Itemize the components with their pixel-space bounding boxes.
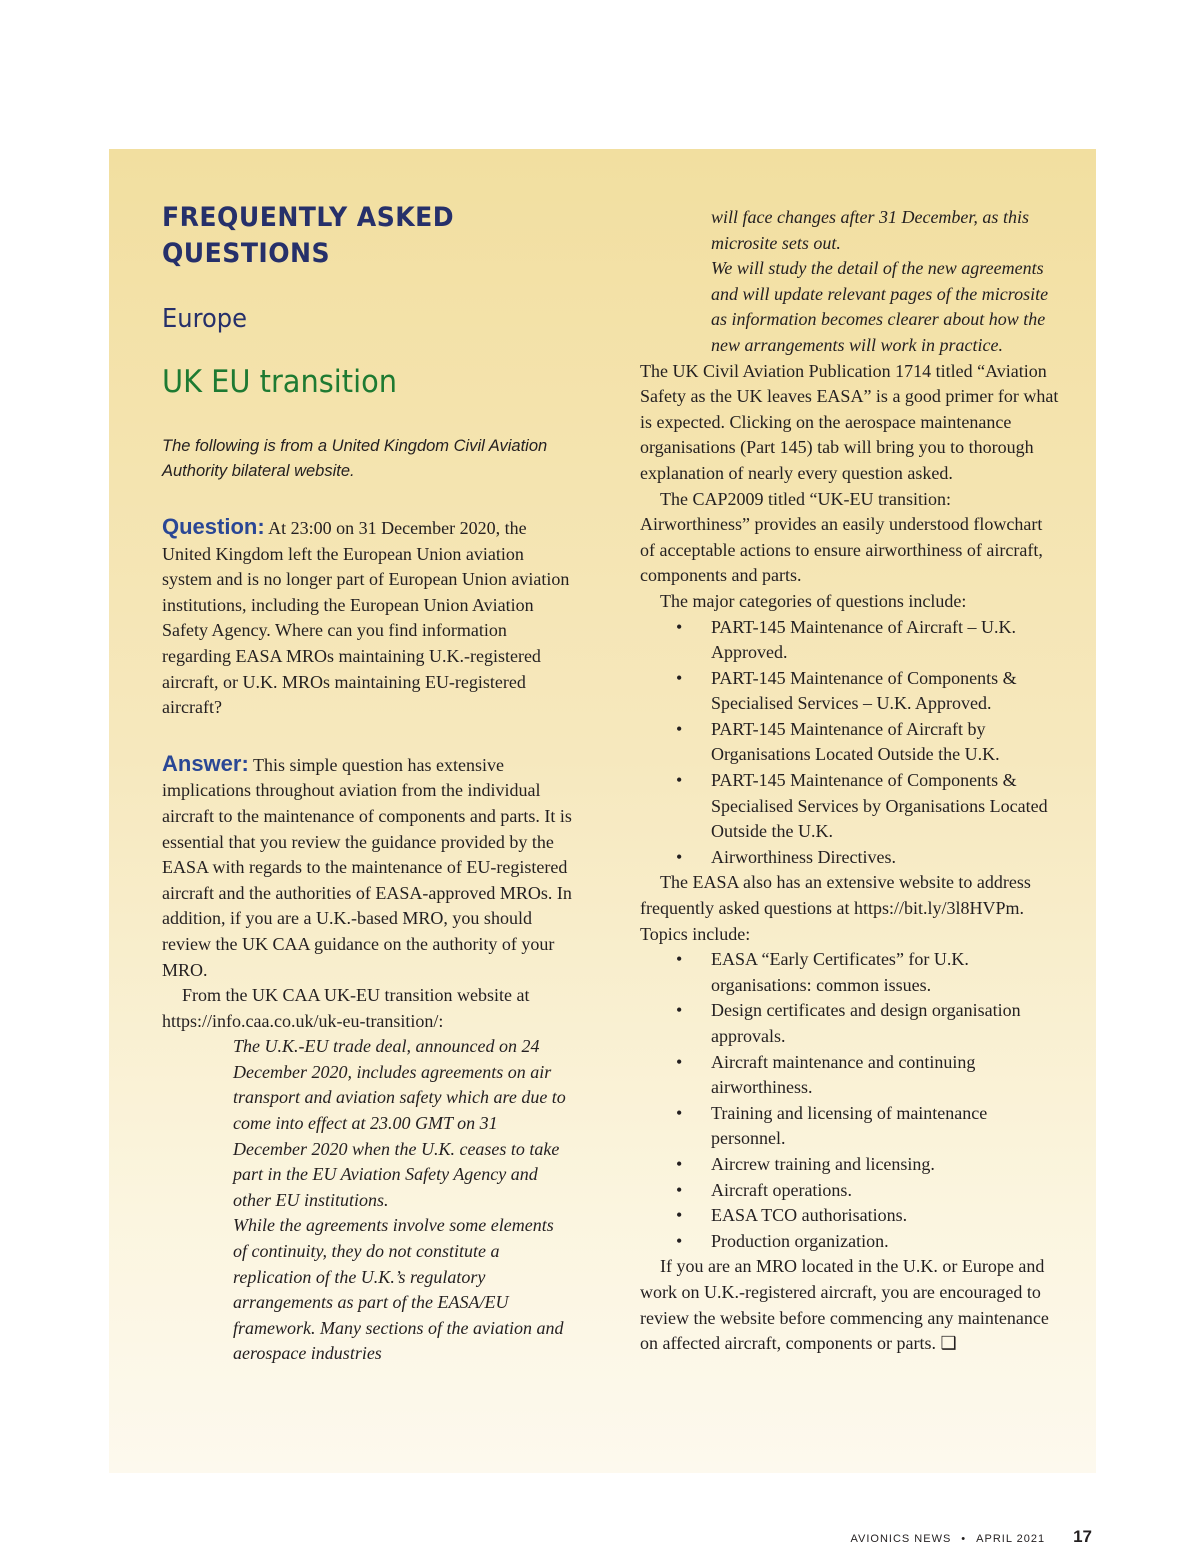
- page-footer: [850, 1527, 1092, 1547]
- list-item: • PART-145 Maintenance of Aircraft – U.K. Approved.: [640, 615, 1060, 666]
- list-item: • Production organization.: [640, 1229, 1060, 1255]
- question-label: Question:: [162, 514, 265, 539]
- question-text: At 23:00 on 31 December 2020, the United Kingdom left the European Union aviation system and is no longer part of European Union aviation institutions, including the European Union Aviation Safety Agency. Where can you find information regarding EASA MROs maintaining U.K.-registered aircraft, or U.K. MROs maintaining EU-registered aircraft?: [162, 518, 570, 718]
- end-mark-icon: ❑: [940, 1333, 957, 1354]
- closing-paragraph: If you are an MRO located in the U.K. or Europe and work on U.K.-registered aircraft, you are encouraged to review the website before commencing any maintenance on affected aircraft, components or parts. ❑: [640, 1256, 1049, 1354]
- page-number: 17: [1073, 1527, 1092, 1546]
- list-item: • EASA “Early Certificates” for U.K. organisations: common issues.: [640, 947, 1060, 998]
- list-item: • Design certificates and design organisation approvals.: [640, 998, 1060, 1049]
- categories-list: [640, 615, 1060, 871]
- cap1714-paragraph: The UK Civil Aviation Publication 1714 titled “Aviation Safety as the UK leaves EASA” is a good primer for what is expected. Clicking on the aerospace maintenance organisations (Part 145) tab will bring you to thorough explanation of nearly every question asked.: [640, 360, 1059, 483]
- answer-text: This simple question has extensive implications throughout aviation from the individual aircraft to the maintenance of components and parts. It is essential that you review the guidance provided by the EASA with regards to the maintenance of EU-registered aircraft and the authorities of EASA-approved MROs. In addition, if you are a U.K.-based MRO, you should review the UK CAA guidance on the authority of your MRO.: [162, 754, 572, 980]
- quote-paragraph-3: We will study the detail of the new agreements and will update relevant pages of the microsite as information becomes clearer about how the new arrangements will work in practice.: [711, 258, 1049, 355]
- list-item: • EASA TCO authorisations.: [640, 1203, 1060, 1229]
- publication-name: AVIONICS NEWS: [850, 1533, 952, 1545]
- list-item: • PART-145 Maintenance of Components & Specialised Services by Organisations Located Outside the U.K.: [640, 768, 1060, 845]
- categories-intro: The major categories of questions include:: [660, 590, 967, 611]
- easa-intro: The EASA also has an extensive website to address frequently asked questions at https://bit.ly/3l8HVPm. Topics include:: [640, 872, 1031, 944]
- question-block: [162, 514, 572, 721]
- intro-text: The following is from a United Kingdom Civil Aviation Authority bilateral website.: [162, 437, 548, 480]
- list-item: • Aircraft maintenance and continuing airworthiness.: [640, 1050, 1060, 1101]
- topic-heading: UK EU transition: [162, 364, 398, 400]
- section-heading: Europe: [162, 304, 248, 334]
- left-column: [162, 200, 572, 1367]
- from-caa-paragraph: From the UK CAA UK-EU transition website at https://info.caa.co.uk/uk-eu-transition/:: [162, 985, 530, 1031]
- issue-date: APRIL 2021: [976, 1533, 1046, 1545]
- list-item: • PART-145 Maintenance of Components & Specialised Services – U.K. Approved.: [640, 666, 1060, 717]
- footer-separator: •: [961, 1533, 967, 1545]
- list-item: • Airworthiness Directives.: [640, 845, 1060, 871]
- topics-list: [640, 947, 1060, 1254]
- quote-paragraph-2: While the agreements involve some elements of continuity, they do not constitute a replication of the U.K.’s regulatory arrangements as part of the EASA/EU framework. Many sections of the aviation and aerospace industries: [233, 1215, 564, 1364]
- list-item: • Training and licensing of maintenance personnel.: [640, 1101, 1060, 1152]
- list-item: • Aircraft operations.: [640, 1178, 1060, 1204]
- quote-paragraph-2-continued: will face changes after 31 December, as this microsite sets out.: [711, 207, 1029, 253]
- cap2009-paragraph: The CAP2009 titled “UK-EU transition: Airworthiness” provides an easily understood flowchart of acceptable actions to ensure airworthiness of aircraft, components and parts.: [640, 488, 1043, 586]
- list-item: • PART-145 Maintenance of Aircraft by Organisations Located Outside the U.K.: [640, 717, 1060, 768]
- quote-paragraph-1: The U.K.-EU trade deal, announced on 24 December 2020, includes agreements on air transport and aviation safety which are due to come into effect at 23.00 GMT on 31 December 2020 when the U.K. ceases to take part in the EU Aviation Safety Agency and other EU institutions.: [233, 1036, 566, 1210]
- right-column: [640, 205, 1060, 1357]
- faq-title: FREQUENTLY ASKED QUESTIONS: [162, 202, 455, 269]
- answer-block: [162, 751, 572, 1367]
- answer-label: Answer:: [162, 750, 249, 776]
- list-item: • Aircrew training and licensing.: [640, 1152, 1060, 1178]
